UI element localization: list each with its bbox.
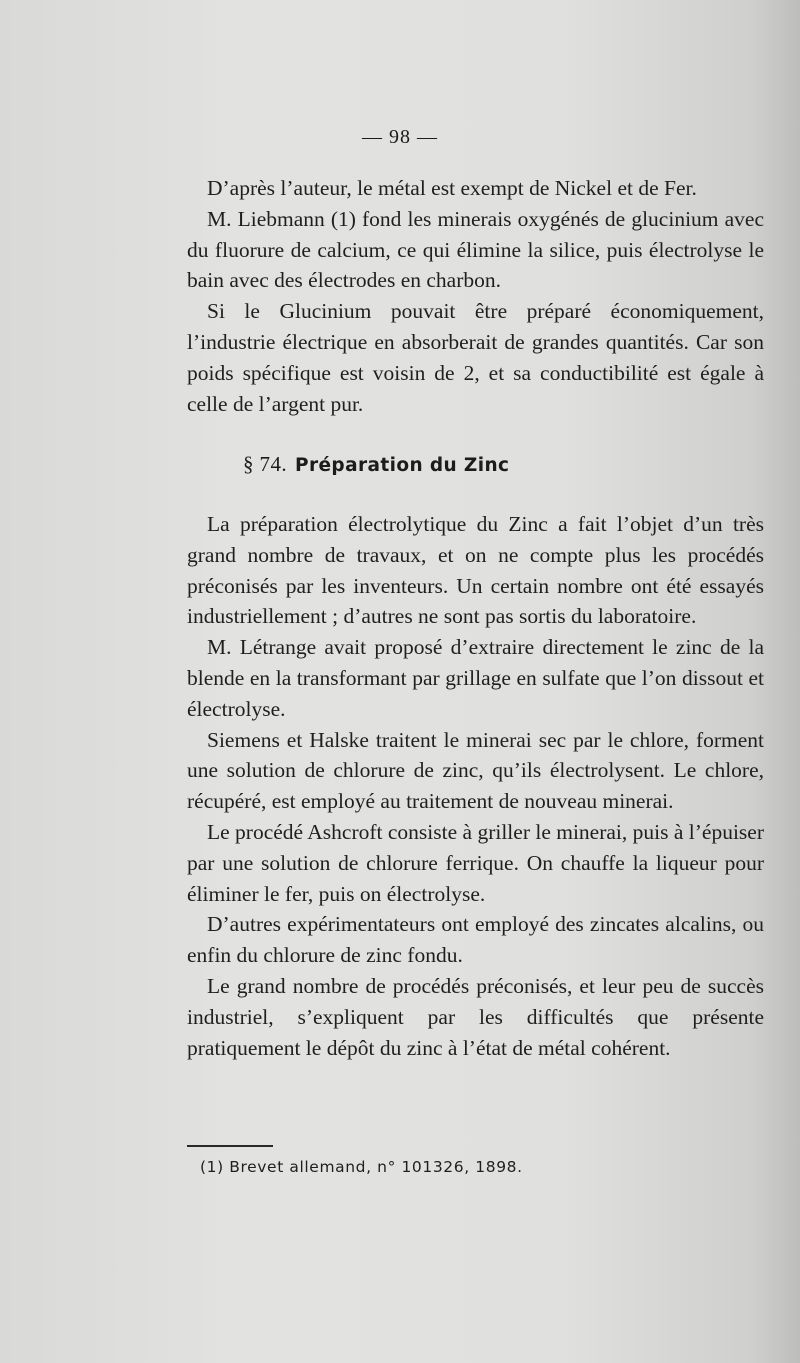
paragraph: M. Létrange avait proposé d’extraire directement le zinc de la blende en la transformant par grillage en sulfate que l’on dissout et électrolyse.: [187, 635, 764, 721]
paragraph: Le grand nombre de procédés préconisés, et leur peu de succès industriel, s’expliquent par les difficultés que présente pratiquement le dépôt du zinc à l’état de métal cohérent.: [187, 973, 764, 1060]
paragraph: M. Liebmann (1) fond les minerais oxygénés de glucinium avec du fluorure de calcium, ce qui élimine la silice, puis électrolyse le bain avec des électrodes en charbon.: [187, 206, 764, 293]
paragraph: Si le Glucinium pouvait être préparé économiquement, l’industrie électrique en absorberait de grandes quantités. Car son poids spécifique est voisin de 2, et sa conductibilité est égale à celle de l’argent pur.: [187, 299, 764, 416]
section-title: Préparation du Zinc: [295, 455, 510, 476]
page-number: — 98 —: [362, 126, 438, 148]
paragraph: D’après l’auteur, le métal est exempt de Nickel et de Fer.: [207, 176, 697, 200]
text-block-top: [187, 173, 764, 419]
paragraph: Siemens et Halske traitent le minerai sec par le chlore, forment une solution de chlorure de zinc, qu’ils électrolysent. Le chlore, récupéré, est employé au traitement de nouveau minerai.: [187, 727, 764, 814]
paragraph: La préparation électrolytique du Zinc a fait l’objet d’un très grand nombre de travaux, et on ne compte plus les procédés préconisés par les inventeurs. Un certain nombre ont été essayés industriellement ; d’autres ne sont pas sortis du laboratoire.: [187, 512, 764, 629]
section-number: § 74.: [243, 452, 287, 476]
footnote-divider: [187, 1145, 273, 1147]
paragraph: Le procédé Ashcroft consiste à griller le minerai, puis à l’épuiser par une solution de chlorure ferrique. On chauffe la liqueur pour éliminer le fer, puis on électrolyse.: [187, 819, 765, 906]
footnote: (1) Brevet allemand, n° 101326, 1898.: [200, 1158, 523, 1176]
paragraph: D’autres expérimentateurs ont employé des zincates alcalins, ou enfin du chlorure de zinc fondu.: [187, 912, 764, 968]
text-block-bottom: [187, 509, 764, 1063]
section-heading: [243, 452, 509, 477]
